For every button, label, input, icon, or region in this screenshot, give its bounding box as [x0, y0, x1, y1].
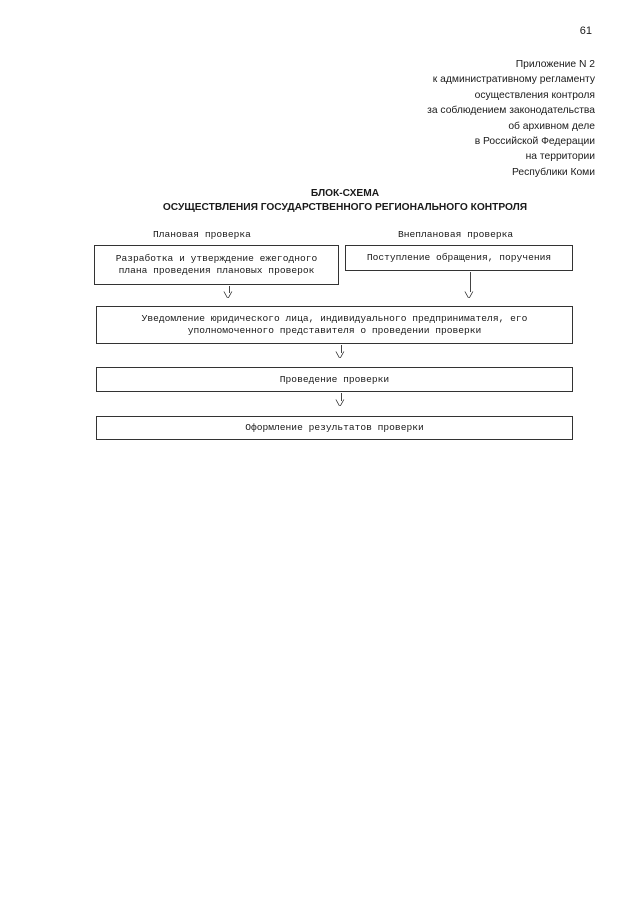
conduct-inspection-box: Проведение проверки: [96, 367, 573, 392]
notification-box: [96, 306, 573, 344]
notify-box-line-2: уполномоченного представителя о проведении проверки: [187, 325, 482, 336]
appendix-line: к административному регламенту: [432, 74, 595, 86]
appendix-header: [335, 57, 595, 180]
unplanned-inspection-label: Внеплановая проверка: [398, 229, 514, 240]
planned-inspection-label: Плановая проверка: [153, 229, 251, 240]
appendix-line: за соблюдением законодательства: [427, 105, 595, 117]
appendix-line: на территории: [525, 151, 595, 163]
plan-box-line-1: Разработка и утверждение ежегодного: [115, 253, 318, 264]
results-box: Оформление результатов проверки: [96, 416, 573, 440]
appendix-line: Республики Коми: [512, 166, 595, 178]
arrow-down-icon: \/: [335, 351, 344, 361]
title-line-2: ОСУЩЕСТВЛЕНИЯ ГОСУДАРСТВЕННОГО РЕГИОНАЛЬНОГО КОНТРОЛЯ: [162, 202, 528, 213]
notify-box-line-1: Уведомление юридического лица, индивидуального предпринимателя, его: [141, 313, 528, 324]
connector-line: [470, 272, 471, 292]
page-number: 61: [579, 25, 592, 37]
title-line-1: БЛОК-СХЕМА: [310, 188, 380, 199]
document-title: [0, 187, 640, 215]
appendix-line: Приложение N 2: [515, 59, 595, 70]
plan-approval-box: [94, 245, 339, 285]
plan-box-line-2: плана проведения плановых проверок: [118, 265, 315, 276]
appendix-line: об архивном деле: [508, 120, 595, 132]
appeal-received-box: Поступление обращения, поручения: [345, 245, 573, 271]
arrow-down-icon: \/: [223, 291, 232, 301]
arrow-down-icon: \/: [464, 291, 473, 301]
appendix-line: в Российской Федерации: [474, 136, 595, 148]
arrow-down-icon: \/: [335, 399, 344, 409]
appendix-line: осуществления контроля: [474, 89, 595, 101]
